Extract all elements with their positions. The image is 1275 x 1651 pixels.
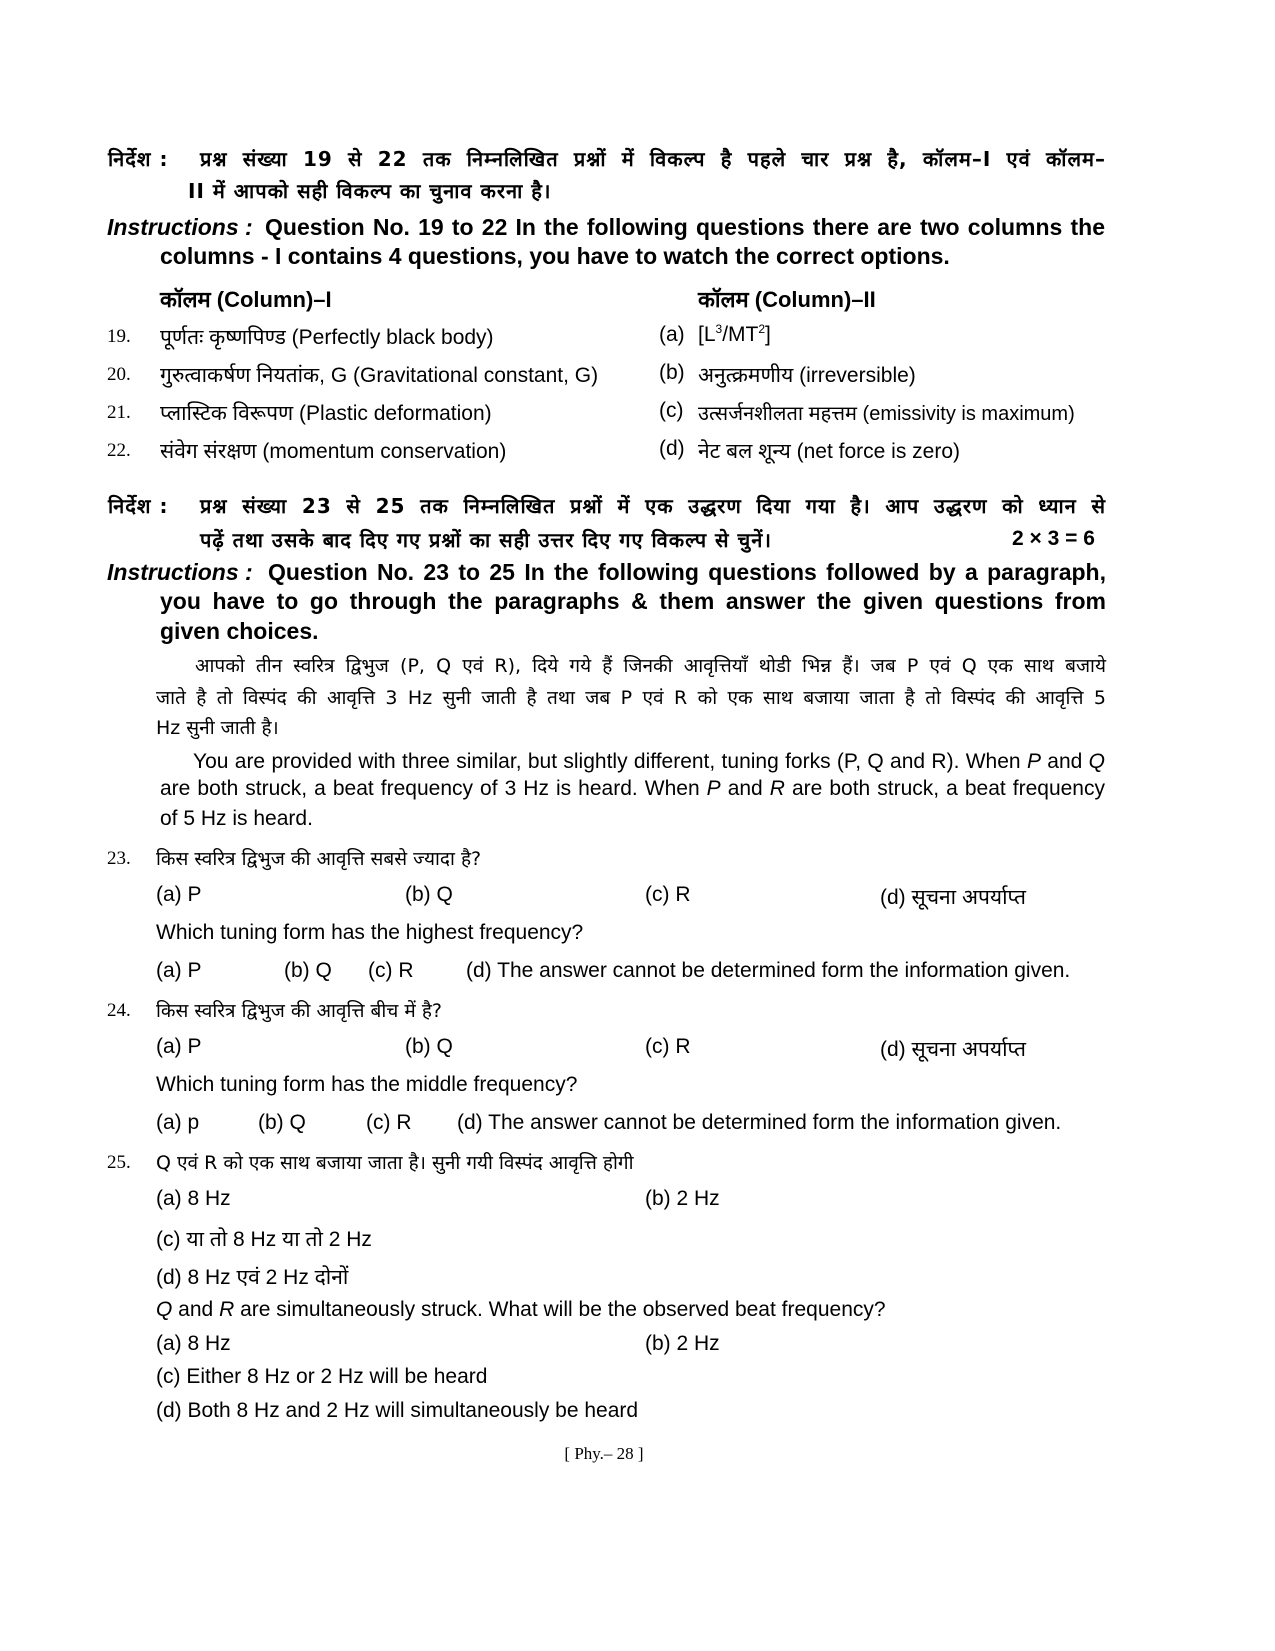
option-en-a: (a) 8 Hz bbox=[156, 1332, 231, 1355]
instruction-2-en-line2: you have to go through the paragraphs & them answer the given questions from bbox=[160, 588, 1106, 614]
passage-hindi-line3: Hz सुनी जाती है। bbox=[156, 717, 279, 739]
option-en-d: (d) The answer cannot be determined form the information given. bbox=[466, 959, 1071, 982]
option-hindi-a: (a) 8 Hz bbox=[156, 1187, 231, 1210]
match-row-left: गुरुत्वाकर्षण नियतांक, G (Gravitational constant, G) bbox=[160, 364, 599, 387]
option-hindi-b: (b) Q bbox=[405, 883, 453, 906]
instruction-1-en-label: Instructions : bbox=[107, 214, 253, 240]
match-row-option: (a) bbox=[659, 323, 685, 346]
option-hindi-a: (a) P bbox=[156, 1035, 202, 1058]
match-row-number: 22. bbox=[107, 440, 131, 461]
instruction-1-hindi-line2: II में आपको सही विकल्प का चुनाव करना है। bbox=[188, 179, 552, 203]
passage-en-line2: are both struck, a beat frequency of 3 Hz is heard. When P and R are both struck, a beat frequency bbox=[160, 777, 1105, 800]
passage-en-line1: You are provided with three similar, but slightly different, tuning forks (P, Q and R). When P and Q bbox=[193, 750, 1105, 773]
instruction-2-en-line3: given choices. bbox=[160, 618, 319, 644]
passage-hindi-line2: जाते है तो विस्पंद की आवृत्ति 3 Hz सुनी जाती है तथा जब P एवं R को एक साथ बजाया जाता है तो विस्पंद की आवृत्ति 5 bbox=[156, 687, 1106, 709]
instruction-2-hindi-line2: पढ़ें तथा उसके बाद दिए गए प्रश्नों का सही उत्तर दिए गए विकल्प से चुनें। bbox=[200, 528, 772, 552]
option-en-b: (b) 2 Hz bbox=[645, 1332, 720, 1355]
column-1-header: कॉलम (Column)–I bbox=[160, 287, 332, 312]
instruction-1-hindi-label: निर्देश : bbox=[108, 147, 169, 171]
option-hindi-d: (d) 8 Hz एवं 2 Hz दोनों bbox=[156, 1266, 349, 1289]
question-english: Q and R are simultaneously struck. What will be the observed beat frequency? bbox=[156, 1298, 886, 1321]
match-row-left: प्लास्टिक विरूपण (Plastic deformation) bbox=[160, 402, 492, 425]
option-hindi-c: (c) या तो 8 Hz या तो 2 Hz bbox=[156, 1228, 372, 1251]
option-en-a: (a) p bbox=[156, 1111, 200, 1134]
instruction-2-en-line1: Question No. 23 to 25 In the following questions followed by a paragraph, bbox=[268, 559, 1106, 585]
instruction-1-en-line1: Question No. 19 to 22 In the following questions there are two columns the bbox=[265, 214, 1105, 240]
passage-hindi-line1: आपको तीन स्वरित्र द्विभुज (P, Q एवं R), दिये गये हैं जिनकी आवृत्तियाँ थोडी भिन्न हैं। जब P एवं Q एक साथ बजाये bbox=[195, 655, 1106, 677]
option-en-d: (d) Both 8 Hz and 2 Hz will simultaneously be heard bbox=[156, 1399, 639, 1422]
match-row-option: (c) bbox=[659, 399, 684, 422]
match-row-option: (b) bbox=[659, 361, 685, 384]
question-number: 24. bbox=[107, 1000, 131, 1021]
instruction-2-en-label: Instructions : bbox=[107, 559, 253, 585]
option-hindi-c: (c) R bbox=[645, 883, 691, 906]
match-row-left: पूर्णतः कृष्णपिण्ड (Perfectly black body) bbox=[160, 326, 494, 349]
option-hindi-a: (a) P bbox=[156, 883, 202, 906]
option-hindi-d: (d) सूचना अपर्याप्त bbox=[880, 1038, 1026, 1061]
match-row-number: 21. bbox=[107, 402, 131, 423]
passage-en-line3: of 5 Hz is heard. bbox=[160, 807, 313, 830]
match-row-left: संवेग संरक्षण (momentum conservation) bbox=[160, 440, 507, 463]
question-number: 25. bbox=[107, 1152, 131, 1173]
instruction-2-hindi-label: निर्देश : bbox=[108, 494, 169, 518]
option-en-d: (d) The answer cannot be determined form the information given. bbox=[457, 1111, 1062, 1134]
option-hindi-d: (d) सूचना अपर्याप्त bbox=[880, 886, 1026, 909]
question-hindi: किस स्वरित्र द्विभुज की आवृत्ति सबसे ज्यादा है? bbox=[156, 848, 482, 870]
option-en-c: (c) R bbox=[366, 1111, 412, 1134]
match-row-right: उत्सर्जनशीलता महत्तम (emissivity is maximum) bbox=[698, 403, 1075, 425]
match-row-number: 20. bbox=[107, 364, 131, 385]
instruction-1-en-line2: columns - I contains 4 questions, you have to watch the correct options. bbox=[160, 243, 950, 269]
question-english: Which tuning form has the highest frequency? bbox=[156, 921, 584, 944]
option-hindi-b: (b) 2 Hz bbox=[645, 1187, 720, 1210]
instruction-2-hindi-line1: प्रश्न संख्या 23 से 25 तक निम्नलिखित प्रश्नों में एक उद्धरण दिया गया है। आप उद्धरण को ध्यान से bbox=[200, 494, 1106, 518]
match-row-right: $[L^3/MT^2]$ bbox=[698, 322, 771, 346]
option-en-b: (b) Q bbox=[258, 1111, 306, 1134]
question-hindi: किस स्वरित्र द्विभुज की आवृत्ति बीच में है? bbox=[156, 1000, 442, 1022]
page-footer: [ Phy.– 28 ] bbox=[564, 1444, 644, 1463]
option-en-b: (b) Q bbox=[284, 959, 332, 982]
option-en-c: (c) Either 8 Hz or 2 Hz will be heard bbox=[156, 1365, 488, 1388]
match-row-right: नेट बल शून्य (net force is zero) bbox=[698, 440, 961, 463]
match-row-right: अनुत्क्रमणीय (irreversible) bbox=[698, 364, 916, 387]
question-english: Which tuning form has the middle frequency? bbox=[156, 1073, 578, 1096]
question-number: 23. bbox=[107, 848, 131, 869]
column-2-header: कॉलम (Column)–II bbox=[698, 287, 876, 312]
marks-label: 2 × 3 = 6 bbox=[1012, 527, 1095, 550]
option-en-c: (c) R bbox=[368, 959, 414, 982]
match-row-option: (d) bbox=[659, 437, 685, 460]
match-row-number: 19. bbox=[107, 326, 131, 347]
instruction-1-hindi-line1: प्रश्न संख्या 19 से 22 तक निम्नलिखित प्रश्नों में विकल्प है पहले चार प्रश्न है, कॉलम–I एवं कॉलम– bbox=[200, 147, 1106, 171]
option-en-a: (a) P bbox=[156, 959, 202, 982]
option-hindi-b: (b) Q bbox=[405, 1035, 453, 1058]
option-hindi-c: (c) R bbox=[645, 1035, 691, 1058]
question-hindi: Q एवं R को एक साथ बजाया जाता है। सुनी गयी विस्पंद आवृत्ति होगी bbox=[156, 1152, 634, 1174]
